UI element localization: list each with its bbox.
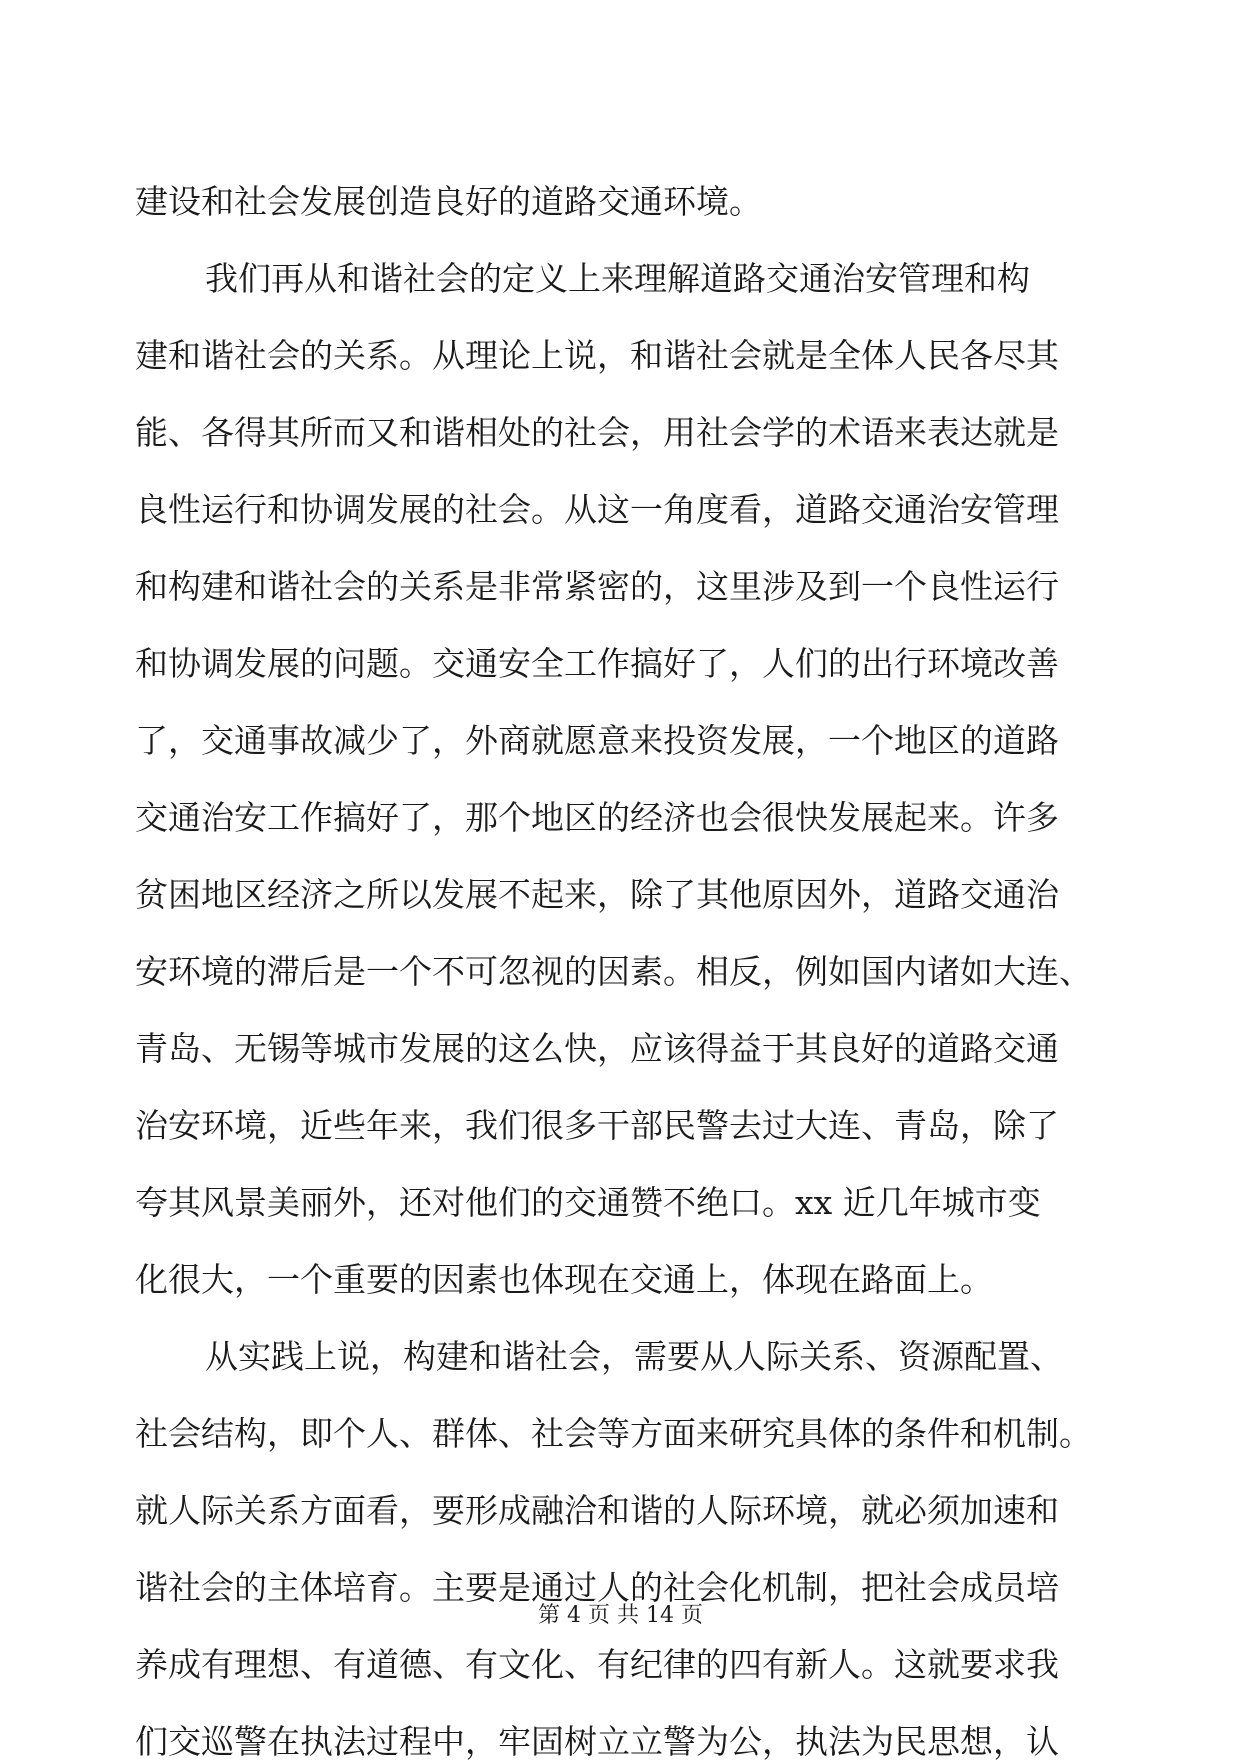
text-line: 社会结构，即个人、群体、社会等方面来研究具体的条件和机制。 (135, 1414, 1092, 1453)
text-line: 就人际关系方面看，要形成融洽和谐的人际环境，就必须加速和 (135, 1491, 1059, 1530)
page-footer: 第 4 页 共 14 页 (538, 1603, 703, 1628)
text-line: 建和谐社会的关系。从理论上说，和谐社会就是全体人民各尽其 (135, 336, 1059, 375)
text-line: 贫困地区经济之所以发展不起来，除了其他原因外，道路交通治 (135, 875, 1059, 914)
text-line: 们交巡警在执法过程中，牢固树立立警为公，执法为民思想，认 (135, 1722, 1059, 1761)
text-line: 谐社会的主体培育。主要是通过人的社会化机制，把社会成员培 (135, 1568, 1059, 1607)
text-line: 青岛、无锡等城市发展的这么快，应该得益于其良好的道路交通 (135, 1029, 1059, 1068)
text-line: 良性运行和协调发展的社会。从这一角度看，道路交通治安管理 (135, 490, 1059, 529)
text-line: 和协调发展的问题。交通安全工作搞好了，人们的出行环境改善 (135, 644, 1059, 683)
text-line: 交通治安工作搞好了，那个地区的经济也会很快发展起来。许多 (135, 798, 1059, 837)
paragraph-first-line: 我们再从和谐社会的定义上来理解道路交通治安管理和构 (205, 259, 1030, 298)
text-line: 和构建和谐社会的关系是非常紧密的，这里涉及到一个良性运行 (135, 567, 1059, 606)
text-line: 养成有理想、有道德、有文化、有纪律的四有新人。这就要求我 (135, 1645, 1059, 1684)
text-line: 建设和社会发展创造良好的道路交通环境。 (135, 182, 762, 221)
text-line: 化很大，一个重要的因素也体现在交通上，体现在路面上。 (135, 1260, 993, 1299)
text-line: 夸其风景美丽外，还对他们的交通赞不绝口。xx 近几年城市变 (135, 1183, 1041, 1222)
text-line: 治安环境，近些年来，我们很多干部民警去过大连、青岛，除了 (135, 1106, 1059, 1145)
paragraph-first-line: 从实践上说，构建和谐社会，需要从人际关系、资源配置、 (205, 1337, 1063, 1376)
text-line: 了，交通事故减少了，外商就愿意来投资发展，一个地区的道路 (135, 721, 1059, 760)
text-line: 安环境的滞后是一个不可忽视的因素。相反，例如国内诸如大连、 (135, 952, 1092, 991)
text-line: 能、各得其所而又和谐相处的社会，用社会学的术语来表达就是 (135, 413, 1059, 452)
